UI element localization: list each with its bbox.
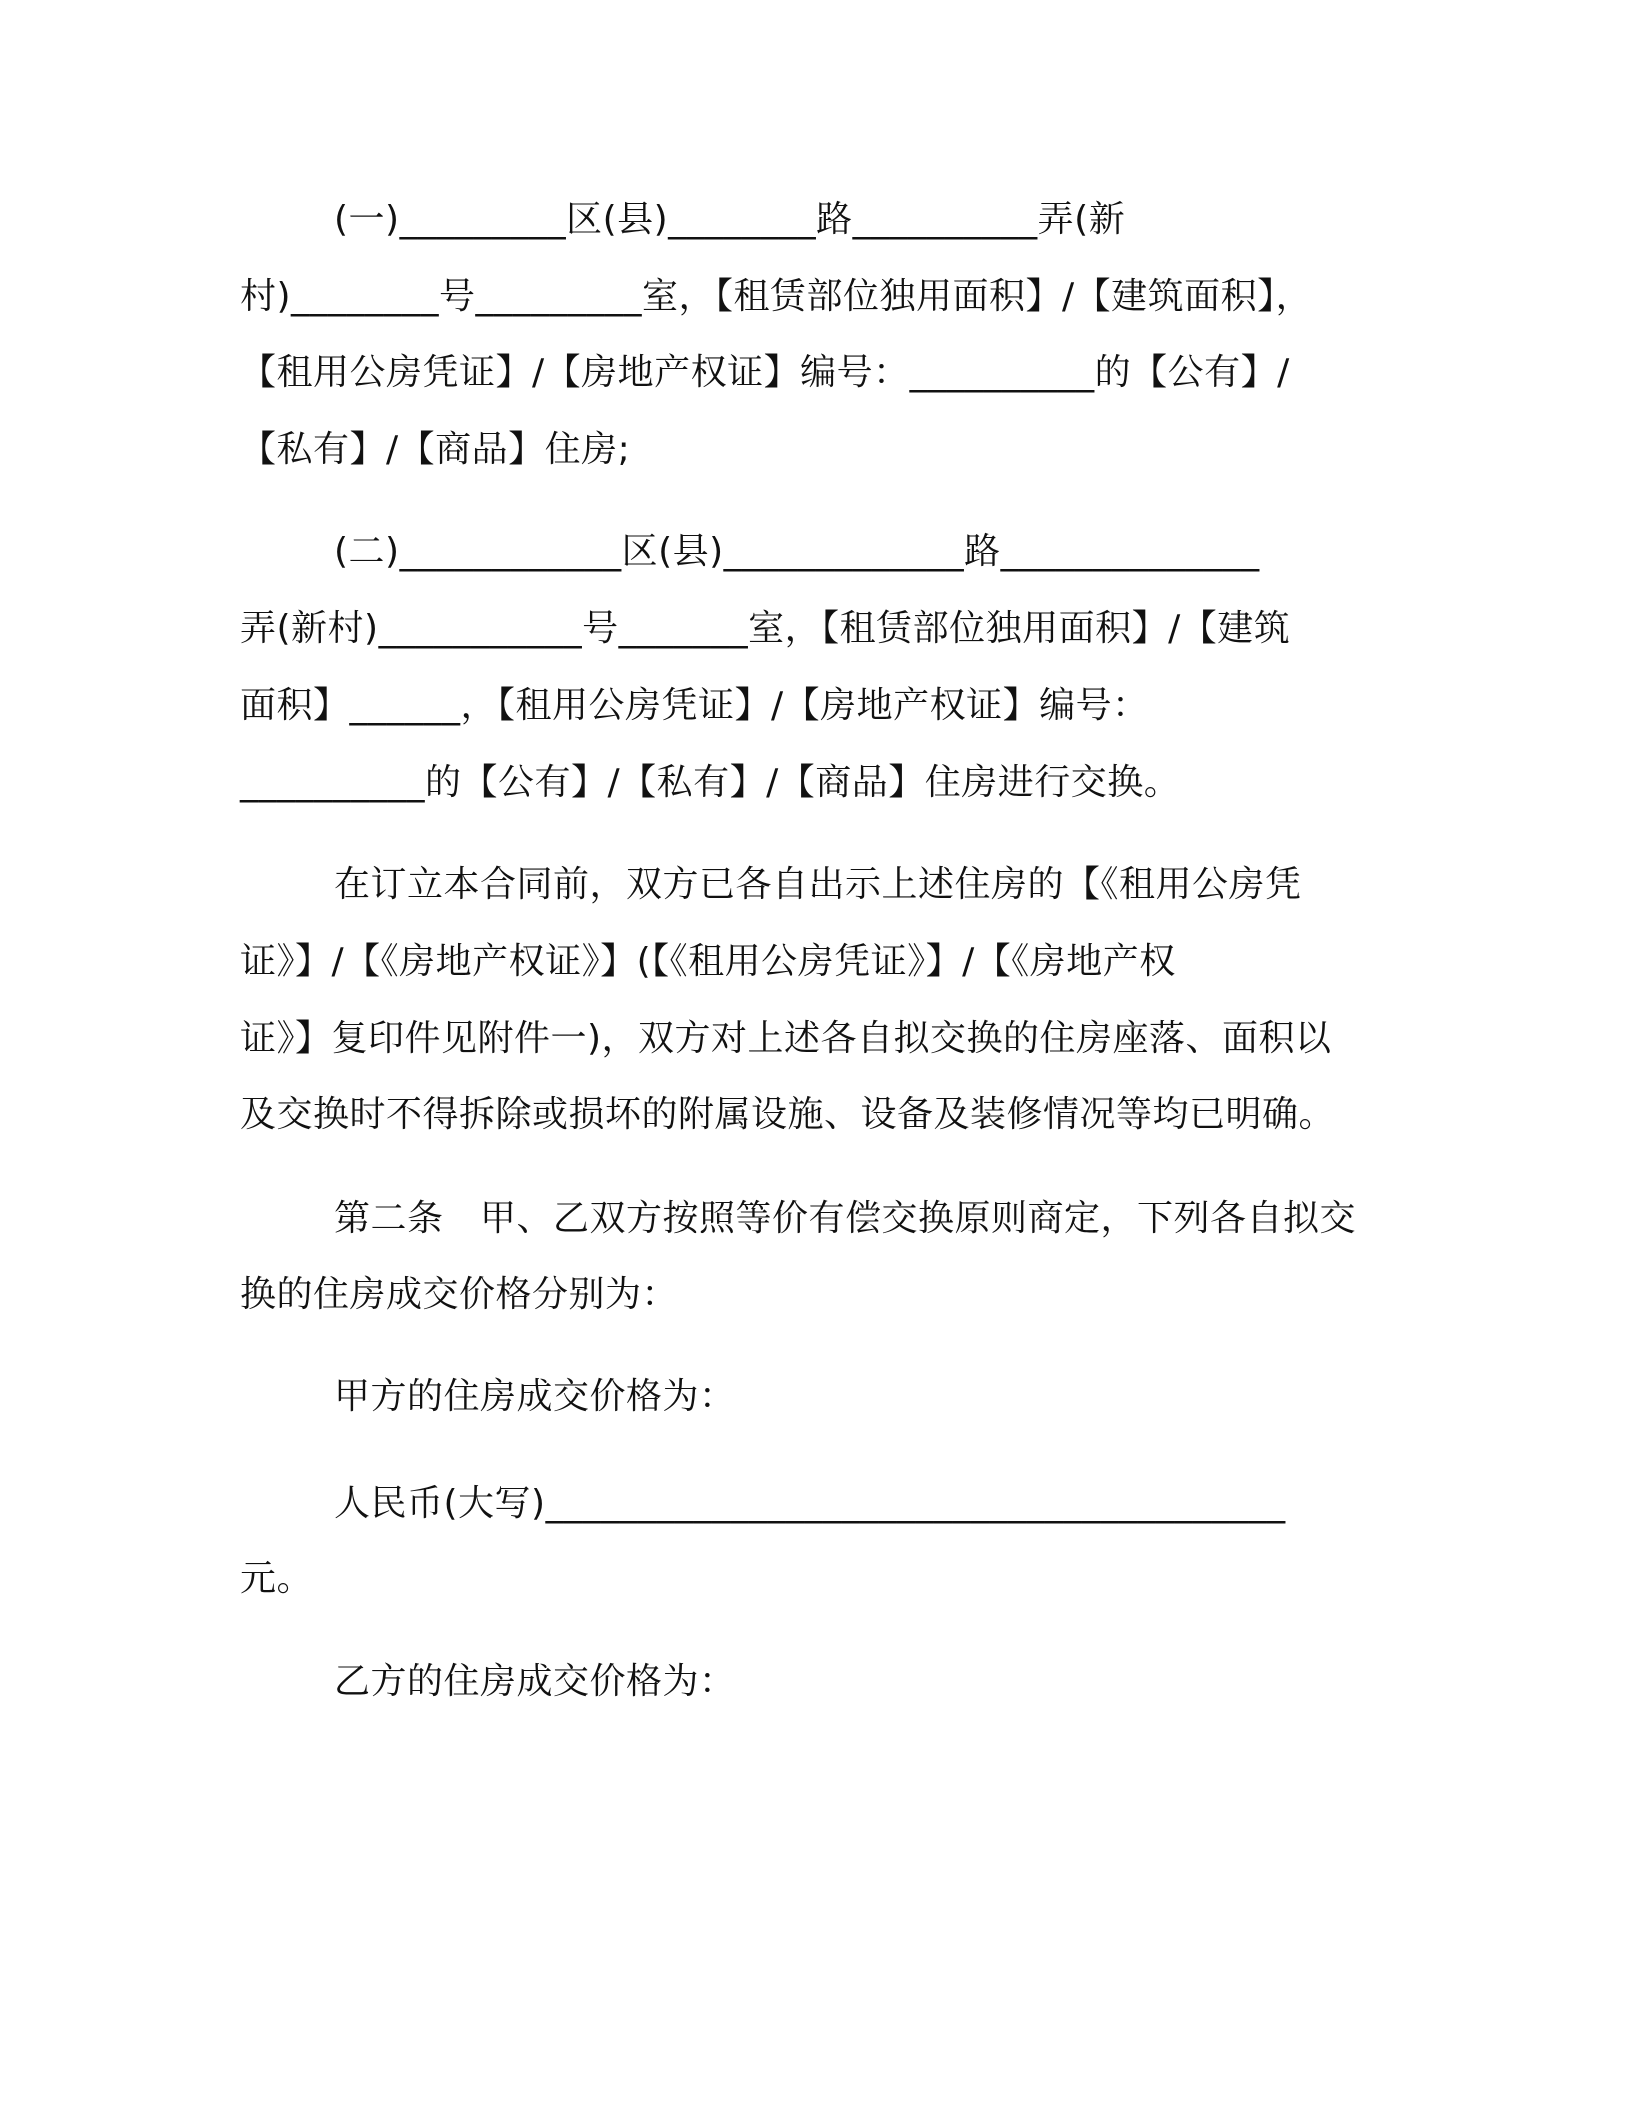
paragraph-3-line-1: 在订立本合同前，双方已各自出示上述住房的【《租用公房凭 — [334, 864, 1302, 905]
yuan-line: 元。 — [240, 1558, 314, 1599]
article-2-line-1: 第二条 甲、乙双方按照等价有偿交换原则商定，下列各自拟交 — [334, 1198, 1357, 1239]
paragraph-3-line-3: 证》】复印件见附件一)，双方对上述各自拟交换的住房座落、面积以 — [240, 1018, 1332, 1059]
paragraph-1-line-1: (一)_________区(县)________路__________弄(新 — [334, 199, 1126, 240]
party-b-price-heading: 乙方的住房成交价格为： — [334, 1661, 736, 1702]
party-a-price-heading: 甲方的住房成交价格为： — [334, 1376, 736, 1417]
paragraph-1-line-3: 【租用公房凭证】/【房地产权证】编号：__________的【公有】/ — [240, 352, 1290, 393]
paragraph-3-line-2: 证》】/【《房地产权证》】(【《租用公房凭证》】/【《房地产权 — [240, 941, 1176, 982]
paragraph-3-line-4: 及交换时不得拆除或损坏的附属设施、设备及装修情况等均已明确。 — [240, 1094, 1336, 1135]
paragraph-2-line-4: __________的【公有】/【私有】/【商品】住房进行交换。 — [240, 762, 1181, 803]
paragraph-2-line-1: (二)____________区(县)_____________路______________ — [334, 531, 1260, 572]
paragraph-2-line-2: 弄(新村)___________号_______室，【租赁部位独用面积】/【建筑 — [240, 608, 1291, 649]
article-2-line-2: 换的住房成交价格分别为： — [240, 1274, 679, 1315]
rmb-amount-line: 人民币(大写)________________________________________ — [334, 1483, 1286, 1524]
paragraph-1-line-2: 村)________号_________室，【租赁部位独用面积】/【建筑面积】， — [240, 276, 1313, 317]
paragraph-2-line-3: 面积】______，【租用公房凭证】/【房地产权证】编号： — [240, 685, 1149, 726]
paragraph-1-line-4: 【私有】/【商品】住房; — [240, 429, 631, 470]
